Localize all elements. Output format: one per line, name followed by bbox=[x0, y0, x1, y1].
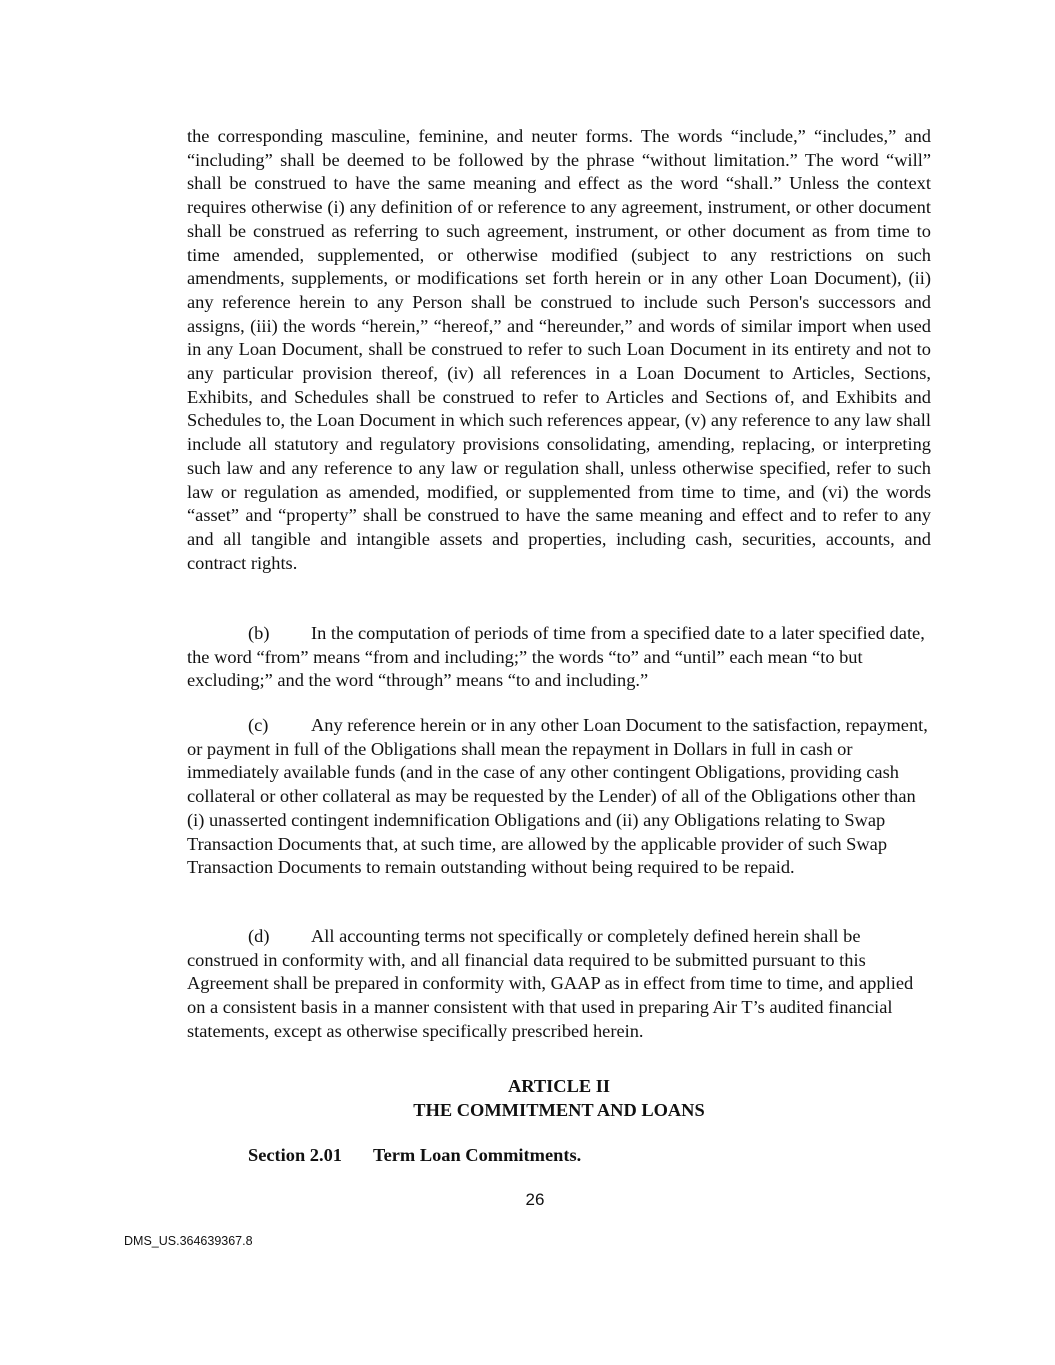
paragraph-c-text: Any reference herein or in any other Loan Document to the satisfaction, repayment, or payment in full of the Obligations shall mean the repayment in Dollars in full in cash or immediately available funds (and in the case of any other contingent Obligations, providing cash collateral or other collateral as may be requested by the Lender) of all of the Obligations other than (i) unasserted contingent indemnification Obligations and (ii) any Obligations relating to Swap Transaction Documents that, at such time, are allowed by the applicable provider of such Swap Transaction Documents to remain outstanding without being required to be repaid. bbox=[187, 715, 928, 878]
article-title: THE COMMITMENT AND LOANS bbox=[413, 1100, 705, 1120]
section-number: Section 2.01 bbox=[248, 1145, 342, 1165]
document-id: DMS_US.364639367.8 bbox=[124, 1234, 253, 1248]
paragraph-b bbox=[187, 622, 931, 693]
paragraph-c-indent bbox=[187, 715, 311, 735]
paragraph-b-indent bbox=[187, 623, 311, 643]
paragraph-c bbox=[187, 714, 931, 880]
section-title: Term Loan Commitments. bbox=[373, 1145, 582, 1165]
paragraph-d-text: All accounting terms not specifically or completely defined herein shall be construed in conformity with, and all financial data required to be submitted pursuant to this Agreement shall be prepared in conformity with, GAAP as in effect from time to time, and applied on a consistent basis in a manner consistent with that used in preparing Air T’s audited financial statements, except as otherwise specifically prescribed herein. bbox=[187, 926, 914, 1041]
paragraph-b-text: In the computation of periods of time from a specified date to a later specified date, the word “from” means “from and including;” the words “to” and “until” each mean “to but excluding;” and the word “through” means “to and including.” bbox=[187, 623, 925, 691]
paragraph-a-continuation: the corresponding masculine, feminine, and neuter forms. The words “include,” “includes,” and “including” shall be deemed to be followed by the phrase “without limitation.” The word “will” shall be construed to have the same meaning and effect as the word “shall.” Unless the context requires otherwise (i) any definition of or reference to any agreement, instrument, or other document shall be construed as referring to such agreement, instrument, or other document as from time to time amended, supplemented, or otherwise modified (subject to any restrictions on such amendments, supplements, or modifications set forth herein or in any other Loan Document), (ii) any reference herein to any Person shall be construed to include such Person's successors and assigns, (iii) the words “herein,” “hereof,” and “hereunder,” and words of similar import when used in any Loan Document, shall be construed to refer to such Loan Document in its entirety and not to any particular provision thereof, (iv) all references in a Loan Document to Articles, Sections, Exhibits, and Schedules shall be construed to refer to Articles and Sections of, and Exhibits and Schedules to, the Loan Document in which such references appear, (v) any reference to any law shall include all statutory and regulatory provisions consolidating, amending, replacing, or interpreting such law and any reference to any law or regulation shall, unless otherwise specified, refer to such law or regulation as amended, modified, or supplemented from time to time, and (vi) the words “asset” and “property” shall be construed to have the same meaning and effect and to refer to any and all tangible and intangible assets and properties, including cash, securities, accounts, and contract rights. bbox=[187, 126, 931, 573]
paragraph-c-label: (c) bbox=[248, 715, 269, 735]
page-number: 26 bbox=[525, 1190, 545, 1209]
article-number: ARTICLE II bbox=[507, 1076, 611, 1096]
paragraph-d-label: (d) bbox=[248, 926, 270, 946]
paragraph-b-label: (b) bbox=[248, 623, 270, 643]
paragraph-d-indent bbox=[187, 926, 311, 946]
paragraph-d bbox=[187, 925, 931, 1044]
section-heading bbox=[248, 1143, 581, 1167]
